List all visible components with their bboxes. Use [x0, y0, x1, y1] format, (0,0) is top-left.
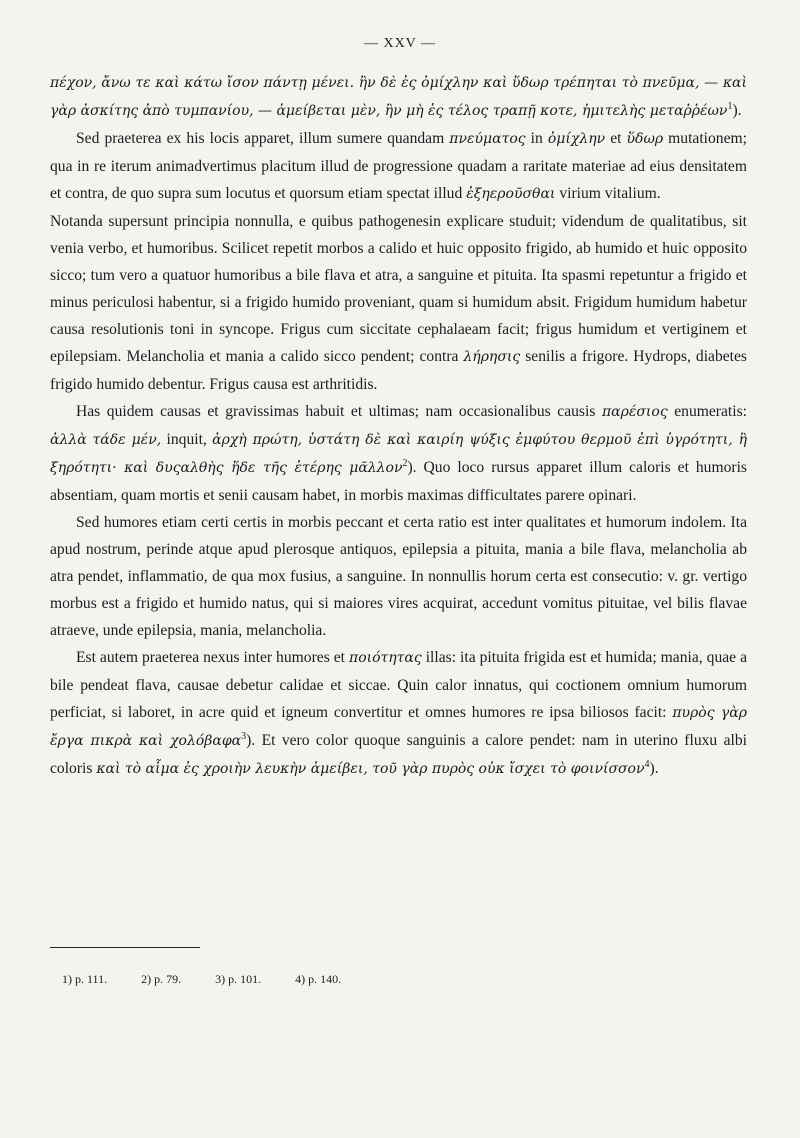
greek-quotation: πνεύματος	[449, 131, 526, 147]
latin-text: mutationem; qua in re iterum animadvertimus placitum illud de progressione quadam a raritate materiae ad eius densitatem et contra, de quo supra sum locutus et quorsum etiam spectat illud	[50, 130, 747, 202]
latin-text: inquit,	[161, 431, 213, 448]
latin-text: ). Quo loco rursus apparet illum caloris et humoris absentiam, quam mortis et senii causam habet, in morbis maximas difficultates parere opinari.	[50, 459, 748, 504]
body-text	[50, 69, 747, 783]
footnote-item	[62, 972, 107, 987]
greek-quotation: λήρησις	[463, 349, 521, 365]
latin-text: enumeratis:	[667, 403, 747, 420]
latin-text: illas: ita pituita frigida est et humida; mania, quae a bile pendeat flava, causae debetur calidae et siccae. Quin calor innatus, qui coctionem omnium humorum perficiat, si laboret, in acre quid et igneum convertitur et omnes humores re ipsa biliosos facit:	[50, 649, 747, 721]
latin-text: Sed humores etiam certi certis in morbis peccant et certa ratio est inter qualitates et humorum indolem. Ita apud nostrum, perinde atque apud plerosque antiquos, epilepsia a pituita, mania a bile flava, melancholia ab atra pendet, inflammatio, de qua mox fusius, a sanguine. In nonnullis horum certa est consecutio: v. gr. vertigo morbus est a frigido et humido natus, qui si maiores vires acquirat, accedunt vomitus pituitae, vel bilis flavae atraeve, unde epilepsia, mania, melancholia.	[50, 514, 747, 639]
latin-text: ). Et vero color quoque sanguinis a calore pendet: nam in uterino fluxu albi coloris	[50, 732, 747, 777]
footnote-reference: 2	[402, 457, 408, 469]
greek-quotation: παρέσιος	[601, 404, 668, 420]
paragraph	[50, 125, 747, 208]
paragraph	[50, 69, 747, 125]
footnote-reference: 3	[241, 730, 247, 742]
footnote-number: 4	[295, 972, 302, 986]
footnotes	[62, 972, 662, 987]
paragraph	[50, 398, 747, 509]
latin-text: in	[525, 130, 548, 147]
latin-text: Sed praeterea ex his locis apparet, illum sumere quandam	[76, 130, 450, 147]
footnote-reference: 1	[727, 100, 733, 112]
greek-quotation: ἀρχὴ πρώτη, ὑστάτη δὲ καὶ καιρίη ψύξις ἐμφύτου θερμοῦ ἐπὶ ὑγρότητι, ἢ ξηρότητι· καὶ δυςαλθὴς ἥδε τῆς ἑτέρης μᾶλλον	[50, 432, 747, 476]
paragraph	[50, 644, 747, 783]
latin-text: senilis a frigore. Hydrops, diabetes frigido humido debentur. Frigus causa est arthritidis.	[50, 348, 747, 393]
latin-text: virium vitalium.	[555, 185, 661, 202]
greek-quotation: καὶ τὸ αἷμα ἐς χροιὴν λευκὴν ἀμείβει, τοῦ γὰρ πυρὸς οὐκ ἴσχει τὸ φοινίσσον	[96, 761, 645, 777]
footnote-item	[141, 972, 181, 987]
latin-text: Notanda supersunt principia nonnulla, e quibus pathogenesin explicare studuit; videndum de qualitatibus, sit venia verbo, et humoribus. Scilicet repetit morbos a calido et huic opposito frigido, ab humido et huic opposito sicco; tum vero a quatuor humoribus a bile flava et atra, a sanguine et pituita. Ita spasmi repetuntur a frigido et minus periculosi habentur, si a frigido humido proveniant, quam si humidum absit. Frigidum humidum habetur causa resolutionis toni in syncope. Frigus cum siccitate cephalaeam facit; frigus humidum et vertiginem et epilepsiam. Melancholia et mania a calido sicco pendent; contra	[50, 213, 747, 365]
footnote-text: ) p. 140.	[301, 972, 342, 986]
footnote-number: 2	[141, 972, 148, 986]
greek-quotation: ὀμίχλην	[547, 131, 606, 147]
footnote-number: 1	[62, 972, 68, 986]
latin-text: Has quidem causas et gravissimas habuit et ultimas; nam occasionalibus causis	[76, 403, 602, 420]
latin-text: ).	[649, 760, 659, 777]
footnote-item	[295, 972, 341, 987]
latin-text: ).	[732, 102, 742, 119]
footnote-divider	[50, 947, 200, 948]
footnote-text: ) p. 79.	[147, 972, 182, 986]
page-number-header: — XXV —	[363, 36, 437, 51]
footnote-item	[215, 972, 261, 987]
greek-quotation: ποιότητας	[349, 650, 422, 666]
paragraph	[50, 208, 747, 398]
footnote-reference: 4	[644, 758, 650, 770]
greek-quotation: ἀλλὰ τάδε μέν,	[50, 432, 162, 448]
footnote-text: ) p. 111.	[68, 972, 108, 986]
greek-quotation: πυρὸς γὰρ ἔργα πικρὰ καὶ χολόβαφα	[50, 705, 747, 749]
greek-quotation: πέχον, ἄνω τε καὶ κάτω ἴσον πάντῃ μένει. ἢν δὲ ἐς ὀμίχλην καὶ ὕδωρ τρέπηται τὸ πνεῦμα, — καὶ γὰρ ἀσκίτης ἀπὸ τυμπανίου, — ἀμείβεται μὲν, ἢν μὴ ἐς τέλος τραπῇ κοτε, ἡμιτελὴς μεταῤῥέων	[50, 75, 747, 119]
latin-text: et	[605, 130, 627, 147]
footnote-text: ) p. 101.	[221, 972, 262, 986]
greek-quotation: ὕδωρ	[626, 131, 664, 147]
greek-quotation: ἐξηερoῦσθαι	[466, 186, 556, 202]
paragraph	[50, 509, 747, 644]
footnote-number: 3	[215, 972, 222, 986]
latin-text: Est autem praeterea nexus inter humores et	[76, 649, 349, 666]
